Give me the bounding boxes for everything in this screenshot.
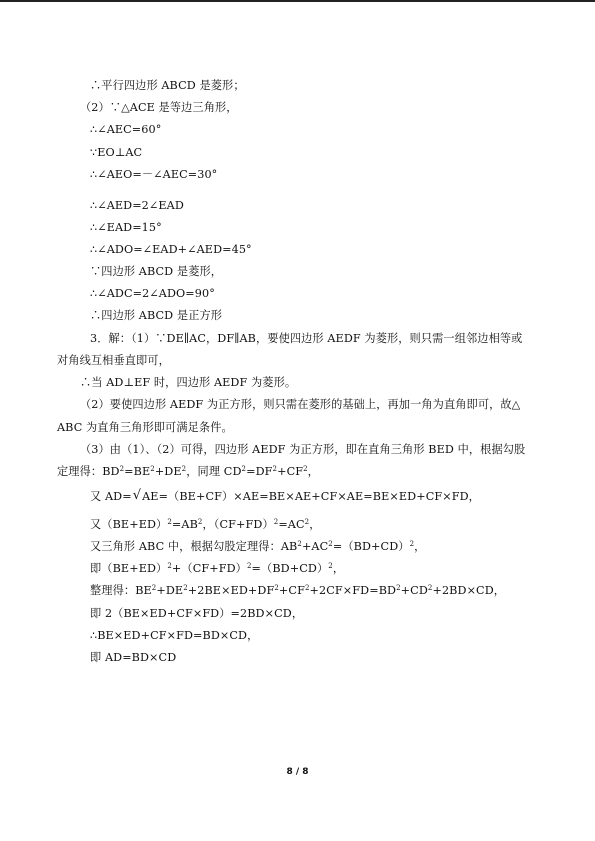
text-line: （3）由（1）、（2）可得，四边形 AEDF 为正方形，即在直角三角形 BED 中，根据勾股	[80, 443, 526, 456]
text-line: ∴四边形 ABCD 是正方形	[90, 309, 223, 322]
text-line: ABC 为直角三角形即可满足条件。	[57, 421, 233, 434]
formula-line: 即$(BE+ED)^2+(CF+FD)^2=(BD+CD)^2$，	[90, 562, 345, 575]
text-line: ∴∠ADO=∠EAD+∠AED=45°	[90, 243, 252, 256]
text-line: 对角线互相垂直即可，	[57, 354, 170, 367]
text-line: ∴∠AED=2∠EAD	[90, 199, 184, 212]
text-line: （2）要使四边形 AEDF 为正方形，则只需在菱形的基础上，再加一角为直角即可，故△	[80, 398, 521, 411]
text-line: ∵EO⊥AC	[90, 146, 143, 159]
text-line: 即 2（BE×ED+CF×FD）=2BD×CD，	[90, 607, 304, 620]
text-line: 3．解：（1）∵DE∥AC，DF∥AB，要使四边形 AEDF 为菱形，则只需一组邻边相等或	[90, 332, 523, 345]
text-line: ∴当 AD⊥EF 时，四边形 AEDF 为菱形。	[80, 376, 297, 389]
formula-line: 整理得：$BE^2+DE^2+2BE\times ED+DF^2+CF^2+2CF\times FD=BD^2+CD^2+2BD\times CD$，	[90, 584, 506, 597]
formula-line: 定理得：$BD^2=BE^2+DE^2$，同理 $CD^2=DF^2+CF^2$，	[57, 465, 319, 478]
text-line: ∴∠AEC=60°	[90, 123, 162, 136]
text-line: ∴平行四边形 ABCD 是菱形；	[90, 79, 245, 92]
page-number: 8 / 8	[286, 767, 309, 777]
formula-line: 又$(BE+ED)^2=AB^2$，$(CF+FD)^2=AC^2$，	[90, 518, 321, 531]
formula-line: 又三角形 ABC 中，根据勾股定理得：$AB^2+AC^2=(BD+CD)^2$，	[90, 540, 426, 553]
text-line: （2）∵△ACE 是等边三角形，	[80, 101, 238, 114]
text-line: 即 AD=BD×CD	[90, 651, 177, 664]
text-line: ∴∠EAD=15°	[90, 221, 162, 234]
text-line: ∴∠ADC=2∠ADO=90°	[90, 287, 215, 300]
text-line: ∵四边形 ABCD 是菱形，	[90, 265, 223, 278]
text-line: ∴BE×ED+CF×FD=BD×CD，	[90, 629, 259, 642]
formula-line: 又 AD=√AE=（BE+CF）×AE=BE×AE+CF×AE=BE×ED+CF×FD，	[90, 488, 480, 503]
text-line: ∴∠AEO=－∠AEC=30°	[90, 168, 218, 181]
